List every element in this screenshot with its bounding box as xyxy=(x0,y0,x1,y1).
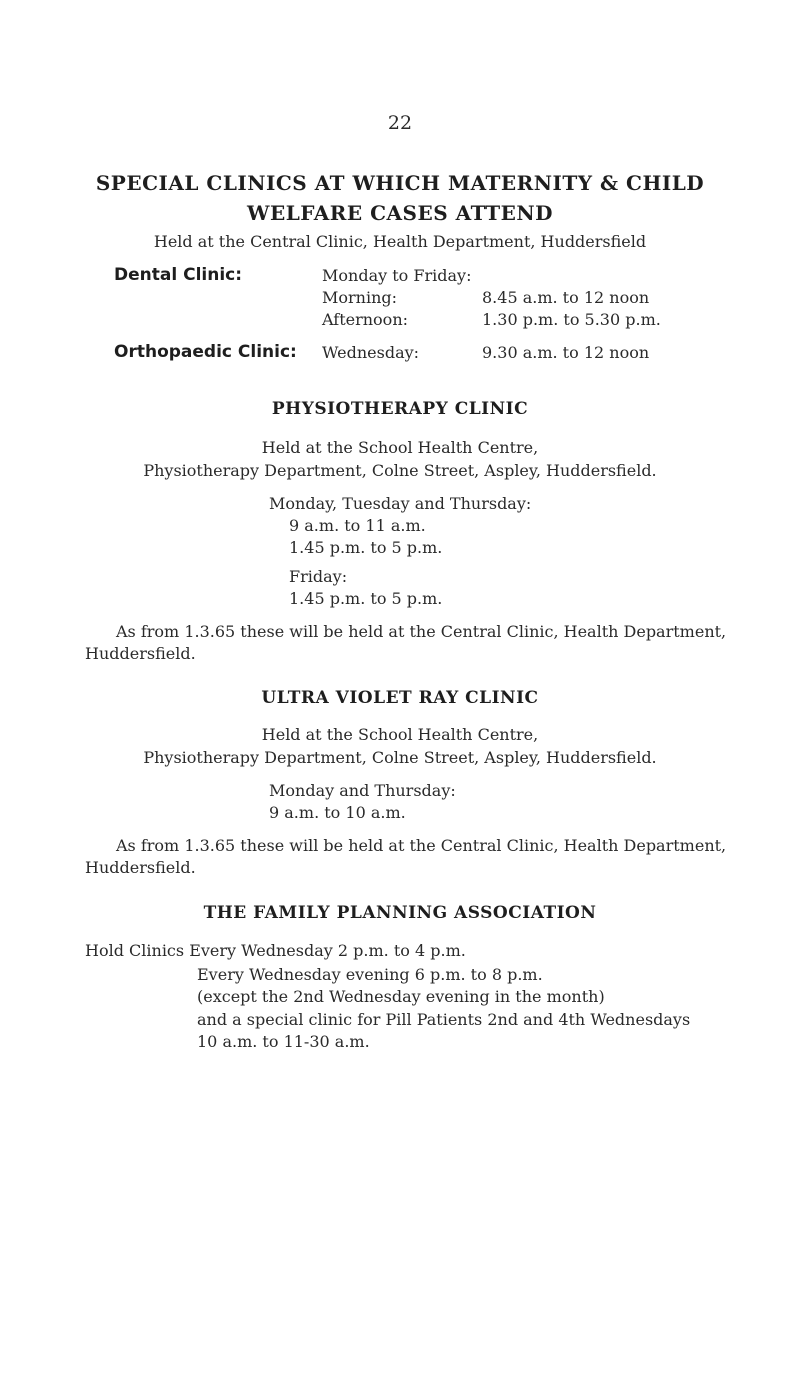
physiotherapy-location-line-1: Held at the School Health Centre, xyxy=(261,438,539,457)
ultra-violet-note-line-1: As from 1.3.65 these will be held at the Central Clinic, Health Department, xyxy=(116,836,727,855)
family-planning-line-5: 10 a.m. to 11-30 a.m. xyxy=(197,1032,370,1051)
ultra-violet-days: Monday and Thursday: xyxy=(269,781,456,800)
dental-afternoon-time: 1.30 p.m. to 5.30 p.m. xyxy=(482,310,661,329)
ultra-violet-time: 9 a.m. to 10 a.m. xyxy=(269,803,406,822)
physiotherapy-note-line-1: As from 1.3.65 these will be held at the Central Clinic, Health Department, xyxy=(116,622,727,641)
central-clinic-location: Held at the Central Clinic, Health Department, Huddersfield xyxy=(153,232,647,251)
physiotherapy-days-1: Monday, Tuesday and Thursday: xyxy=(269,494,532,513)
family-planning-heading: THE FAMILY PLANNING ASSOCIATION xyxy=(203,903,597,923)
page-title-line-2: WELFARE CASES ATTEND xyxy=(246,201,553,225)
family-planning-line-4: and a special clinic for Pill Patients 2nd and 4th Wednesdays xyxy=(197,1010,691,1029)
physiotherapy-heading: PHYSIOTHERAPY CLINIC xyxy=(271,399,529,419)
physiotherapy-time-1: 9 a.m. to 11 a.m. xyxy=(289,516,426,535)
ultra-violet-location-line-2: Physiotherapy Department, Colne Street, Aspley, Huddersfield. xyxy=(143,748,657,767)
family-planning-line-3: (except the 2nd Wednesday evening in the month) xyxy=(197,987,605,1006)
dental-afternoon-label: Afternoon: xyxy=(322,310,409,329)
page-title-line-1: SPECIAL CLINICS AT WHICH MATERNITY & CHILD xyxy=(95,171,705,195)
ultra-violet-heading: ULTRA VIOLET RAY CLINIC xyxy=(261,688,539,708)
dental-morning-label: Morning: xyxy=(322,288,398,307)
dental-morning-time: 8.45 a.m. to 12 noon xyxy=(482,288,650,307)
orthopaedic-clinic-day: Wednesday: xyxy=(322,343,420,362)
dental-clinic-days: Monday to Friday: xyxy=(322,266,472,285)
orthopaedic-clinic-time: 9.30 a.m. to 12 noon xyxy=(482,343,650,362)
physiotherapy-note-line-2: Huddersfield. xyxy=(85,644,196,663)
orthopaedic-clinic-label: Orthopaedic Clinic: xyxy=(114,342,297,362)
ultra-violet-note-line-2: Huddersfield. xyxy=(85,858,196,877)
ultra-violet-location-line-1: Held at the School Health Centre, xyxy=(261,725,539,744)
dental-clinic-label: Dental Clinic: xyxy=(114,265,243,285)
physiotherapy-days-2: Friday: xyxy=(289,567,348,586)
family-planning-line-2: Every Wednesday evening 6 p.m. to 8 p.m. xyxy=(197,965,543,984)
family-planning-line-1: Hold Clinics Every Wednesday 2 p.m. to 4 p.m. xyxy=(85,941,466,960)
page-number: 22 xyxy=(387,112,413,134)
physiotherapy-location-line-2: Physiotherapy Department, Colne Street, Aspley, Huddersfield. xyxy=(143,461,657,480)
physiotherapy-time-3: 1.45 p.m. to 5 p.m. xyxy=(289,589,443,608)
physiotherapy-time-2: 1.45 p.m. to 5 p.m. xyxy=(289,538,443,557)
